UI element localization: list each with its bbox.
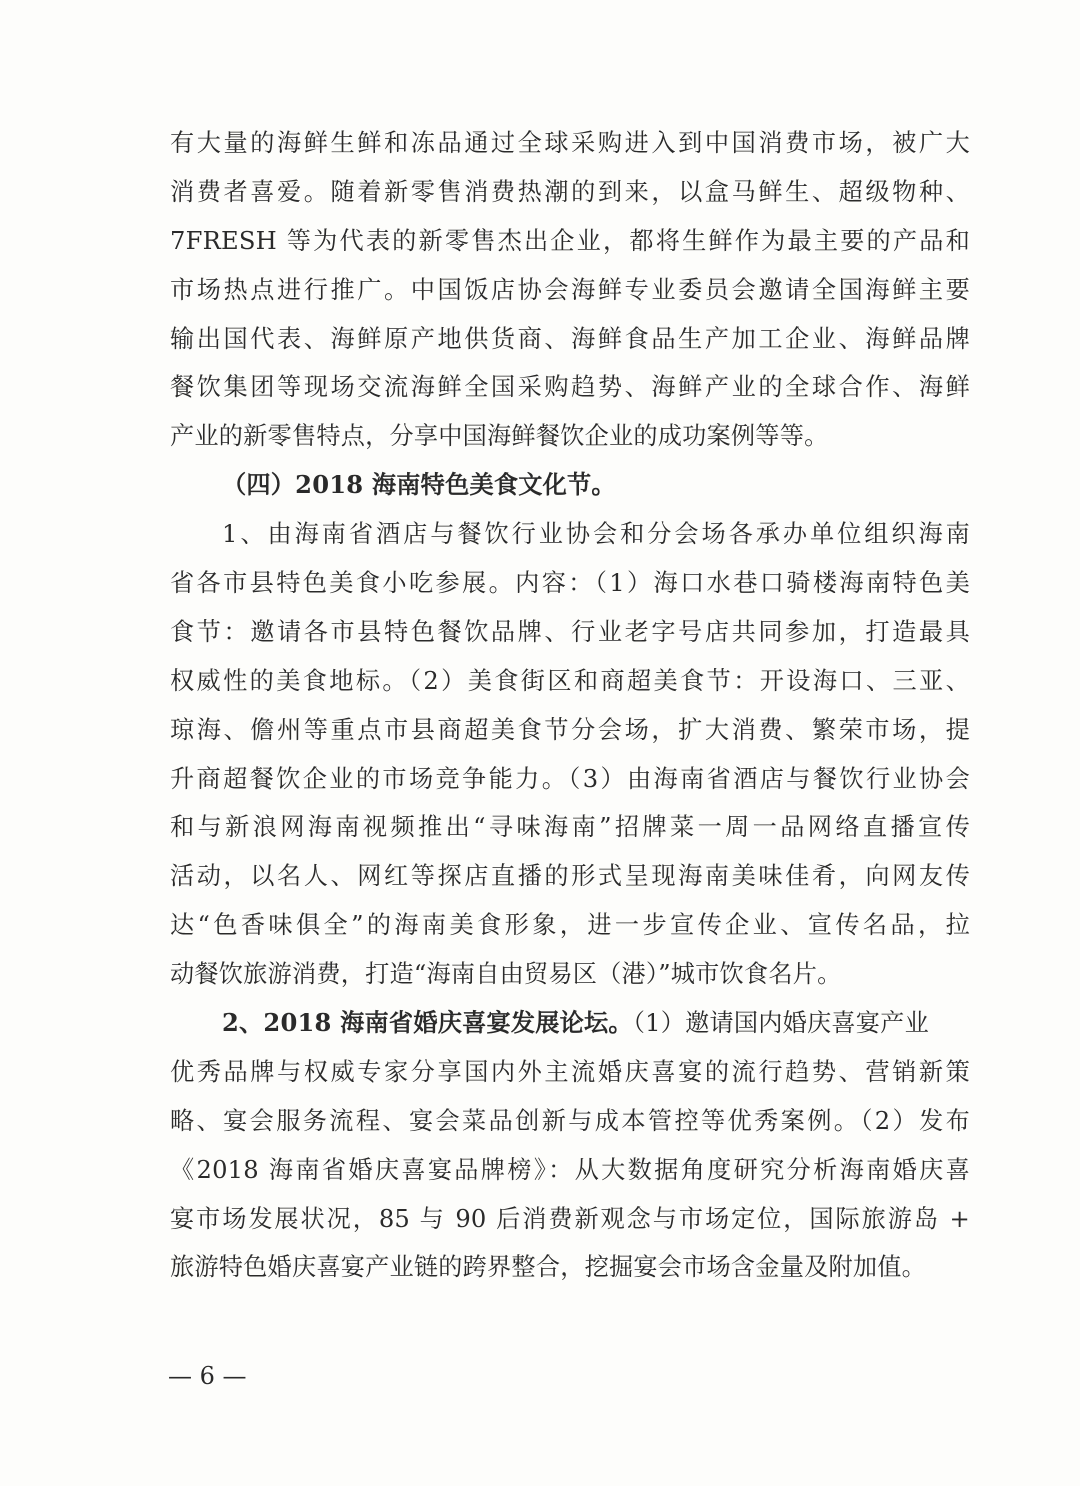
document-body [170, 128, 970, 1301]
text-line: 产业的新零售特点，分享中国海鲜餐饮企业的成功案例等等。 [170, 422, 829, 451]
paragraph-seafood [170, 128, 970, 470]
text-line: 和与新浪网海南视频推出“寻味海南”招牌菜一周一品网络直播宣传 [170, 813, 970, 842]
text-line: 食节：邀请各市县特色餐饮品牌、行业老字号店共同参加，打造最具 [170, 617, 970, 646]
text-line: 餐饮集团等现场交流海鲜全国采购趋势、海鲜产业的全球合作、海鲜 [170, 373, 970, 402]
text-line: 7FRESH 等为代表的新零售杰出企业，都将生鲜作为最主要的产品和 [170, 226, 970, 255]
text-line: 升商超餐饮企业的市场竞争能力。（3）由海南省酒店与餐饮行业协会 [170, 764, 970, 793]
text-line: 市场热点进行推广。中国饭店协会海鲜专业委员会邀请全国海鲜主要 [170, 275, 970, 304]
item-2-paragraph [170, 1008, 970, 1301]
text-line: 动餐饮旅游消费，打造“海南自由贸易区（港）”城市饮食名片。 [170, 960, 842, 989]
text-line: 权威性的美食地标。（2）美食街区和商超美食节：开设海口、三亚、 [170, 666, 970, 695]
text-line: 优秀品牌与权威专家分享国内外主流婚庆喜宴的流行趋势、营销新策 [170, 1057, 970, 1086]
text-line: 1、由海南省酒店与餐饮行业协会和分会场各承办单位组织海南 [222, 520, 970, 549]
text-line: 琼海、儋州等重点市县商超美食节分会场，扩大消费、繁荣市场，提 [170, 715, 970, 744]
text-line: 省各市县特色美食小吃参展。内容：（1）海口水巷口骑楼海南特色美 [170, 569, 970, 598]
page-number: — 6 — [168, 1362, 247, 1390]
section-heading: （四）2018 海南特色美食文化节。 [222, 470, 616, 500]
text-line: 活动，以名人、网红等探店直播的形式呈现海南美味佳肴，向网友传 [170, 862, 970, 891]
text-line: 旅游特色婚庆喜宴产业链的跨界整合，挖掘宴会市场含金量及附加值。 [170, 1253, 927, 1282]
item-2-title: 2、2018 海南省婚庆喜宴发展论坛。 [222, 1008, 633, 1038]
text-line: 略、宴会服务流程、宴会菜品创新与成本管控等优秀案例。（2）发布 [170, 1106, 970, 1135]
item-1-paragraph [170, 519, 970, 1008]
text-line: 《2018 海南省婚庆喜宴品牌榜》：从大数据角度研究分析海南婚庆喜 [170, 1155, 970, 1184]
text-line [170, 1008, 970, 1057]
item-2-first-line-text: （1）邀请国内婚庆喜宴产业 [632, 1009, 929, 1038]
text-line: 宴市场发展状况，85 与 90 后消费新观念与市场定位，国际旅游岛 + [170, 1204, 970, 1233]
text-line: 输出国代表、海鲜原产地供货商、海鲜食品生产加工企业、海鲜品牌 [170, 324, 970, 353]
text-line: 达“色香味俱全”的海南美食形象，进一步宣传企业、宣传名品，拉 [170, 911, 970, 940]
text-line: 消费者喜爱。随着新零售消费热潮的到来，以盒马鲜生、超级物种、 [170, 177, 970, 206]
text-line: 有大量的海鲜生鲜和冻品通过全球采购进入到中国消费市场，被广大 [170, 129, 970, 157]
